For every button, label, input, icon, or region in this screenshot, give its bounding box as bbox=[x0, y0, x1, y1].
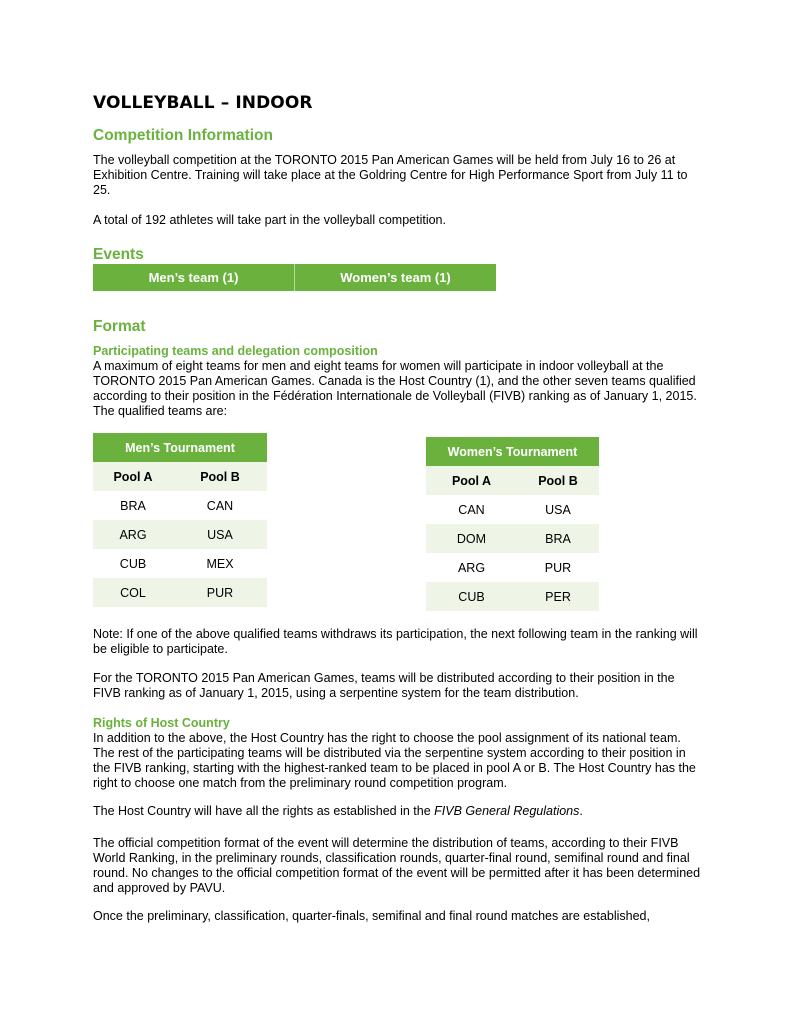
table-row bbox=[426, 582, 599, 611]
event-women: Women’s team (1) bbox=[340, 270, 451, 285]
competition-heading: Competition Information bbox=[93, 127, 273, 144]
participating-paragraph: A maximum of eight teams for men and eight teams for women will participate in indoor volleyball at the TORONTO 2015 Pan American Games. Canada is the Host Country (1), and the other seven teams qualified according to their position in the Fédération Internationale de Volleyball (FIVB) ranking as of January 1, 2015. The qualified teams are: bbox=[93, 359, 697, 418]
regulations-reference: FIVB General Regulations bbox=[434, 804, 580, 818]
table-cell: ARG bbox=[93, 520, 173, 549]
table-row bbox=[93, 491, 267, 520]
table-row bbox=[426, 495, 599, 524]
competition-paragraph: The volleyball competition at the TORONTO 2015 Pan American Games will be held from July 16 to 26 at Exhibition Centre. Training will take place at the Goldring Centre for High Performance Sport from July 11 to 25. bbox=[93, 153, 688, 197]
mens-col-pool-b: Pool B bbox=[173, 462, 267, 491]
competition-format-paragraph: The official competition format of the event will determine the distribution of teams, according to their FIVB World Ranking, in the preliminary rounds, classification rounds, quarter-final round, semifinal round and final round. No changes to the official competition format of the event will be permitted after it has been determined and approved by PAVU. bbox=[93, 836, 701, 895]
mens-table-title: Men’s Tournament bbox=[93, 433, 267, 462]
table-cell: COL bbox=[93, 578, 173, 607]
table-cell: USA bbox=[173, 520, 267, 549]
womens-col-pool-a: Pool A bbox=[426, 466, 517, 495]
table-cell: PUR bbox=[544, 560, 572, 575]
table-cell: DOM bbox=[426, 524, 517, 553]
womens-tournament-table bbox=[426, 437, 599, 611]
host-rights-subheading: Rights of Host Country bbox=[93, 716, 230, 730]
table-cell: CUB bbox=[119, 556, 147, 571]
participating-subheading: Participating teams and delegation composition bbox=[93, 344, 378, 358]
distribution-paragraph: For the TORONTO 2015 Pan American Games, teams will be distributed according to their position in the FIVB ranking as of January 1, 2015, using a serpentine system for the team distribution. bbox=[93, 671, 675, 700]
page-title: VOLLEYBALL – INDOOR bbox=[93, 93, 313, 113]
event-men: Men’s team (1) bbox=[93, 264, 295, 291]
athletes-paragraph: A total of 192 athletes will take part in the volleyball competition. bbox=[93, 213, 446, 227]
table-cell: CAN bbox=[458, 502, 485, 517]
table-row bbox=[426, 524, 599, 553]
table-cell: ARG bbox=[457, 560, 486, 575]
table-cell: BRA bbox=[517, 524, 599, 553]
mens-tournament-table bbox=[93, 433, 267, 607]
host-rights-paragraph: In addition to the above, the Host Country has the right to choose the pool assignment of its national team. The rest of the participating teams will be distributed via the serpentine system according to their position in the FIVB ranking, starting with the highest-ranked team to be placed in pool A or B. The Host Country has the right to choose one match from the preliminary round competition program. bbox=[93, 731, 696, 790]
womens-col-pool-b: Pool B bbox=[517, 466, 599, 495]
table-cell: BRA bbox=[120, 498, 146, 513]
table-row bbox=[93, 549, 267, 578]
table-cell: PER bbox=[517, 582, 599, 611]
mens-col-pool-a: Pool A bbox=[93, 462, 173, 491]
table-cell: CUB bbox=[426, 582, 517, 611]
note-paragraph: Note: If one of the above qualified teams withdraws its participation, the next following team in the ranking will be eligible to participate. bbox=[93, 627, 698, 656]
table-row bbox=[93, 520, 267, 549]
womens-table-title: Women’s Tournament bbox=[426, 437, 599, 466]
events-heading: Events bbox=[93, 246, 144, 263]
matches-paragraph: Once the preliminary, classification, quarter-finals, semifinal and final round matches are established, bbox=[93, 909, 650, 923]
format-heading: Format bbox=[93, 318, 146, 335]
table-cell: PUR bbox=[173, 578, 267, 607]
table-row bbox=[93, 578, 267, 607]
regulations-paragraph: The Host Country will have all the rights as established in the FIVB General Regulations. bbox=[93, 804, 583, 818]
table-row bbox=[426, 553, 599, 582]
table-cell: USA bbox=[545, 502, 571, 517]
events-bar bbox=[93, 264, 496, 291]
table-cell: CAN bbox=[206, 498, 234, 513]
table-cell: MEX bbox=[206, 556, 234, 571]
